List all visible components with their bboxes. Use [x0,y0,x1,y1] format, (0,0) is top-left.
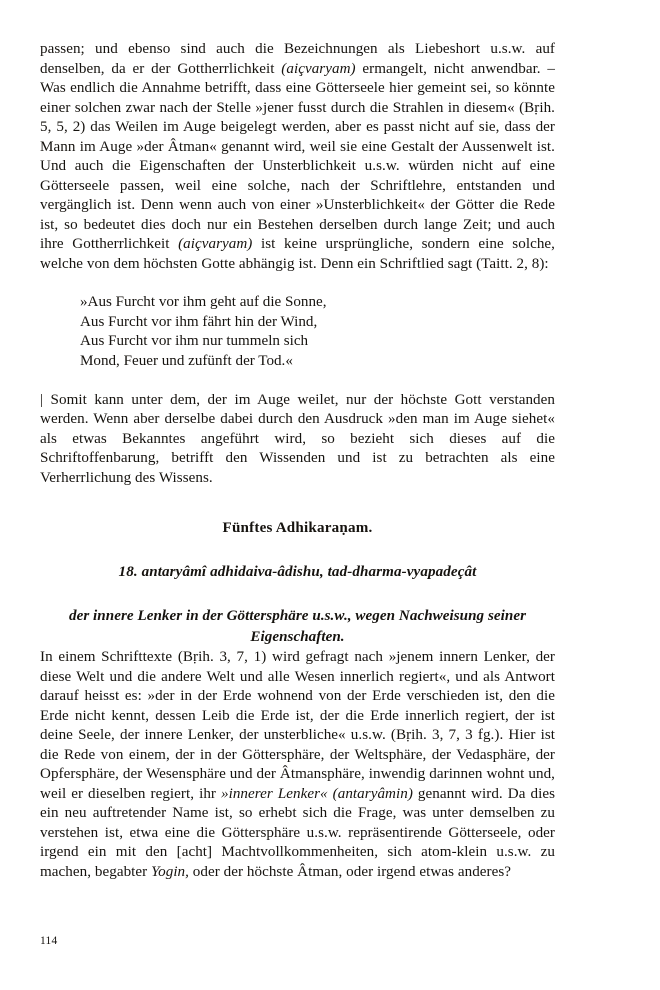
paragraph-continuation [40,40,555,274]
paragraph-1-part-2: ermangelt, nicht anwendbar. – Was endlich die Annahme betrifft, dass eine Götterseele hier gemeint sei, so könnte einer solchen zwar nach der Stelle »jener fusst durch die Strahlen in diesem« (Bṛih. 5, 5, 2) das Weilen im Auge beigelegt werden, aber es passt nicht auf sie, dass der Mann im Auge »der Âtman« genannt wird, weil sie eine Gestalt der Aussenwelt ist. Und auch die Eigenschaften der Unsterblichkeit u.s.w. würden nicht auf eine Götterseele passen, weil eine solche, nach der Schriftlehre, entstanden und vergänglich ist. Denn wenn auch von einer »Unsterblichkeit« der Götter die Rede ist, so bedeutet dies doch nur ein Bestehen derselben durch lange Zeit; und auch ihre Gottherrlichkeit [40,60,555,252]
verse-line-1: »Aus Furcht vor ihm geht auf die Sonne, [80,294,327,310]
page-number: 114 [40,935,58,947]
sutra-translation-line-2: Eigenschaften. [250,629,345,645]
sanskrit-term-aicvaryam-1: (aiçvaryam) [281,60,356,77]
paragraph-1-part-1: passen; und ebenso sind auch die Bezeichnungen als Liebeshort u.s.w. auf denselben, da er der Gottherrlichkeit [40,41,555,77]
paragraph-commentary [40,648,555,882]
paragraph-1-part-3: ist keine ursprüngliche, sondern eine solche, welche von dem höchsten Gotte abhängig ist. Denn ein Schriftlied sagt (Taitt. 2, 8): [40,236,555,272]
paragraph-3-part-1: In einem Schrifttexte (Bṛih. 3, 7, 1) wird gefragt nach »jenem innern Lenker, der diese Welt und die andere Welt und alle Wesen innerlich regiert«, und als Antwort darauf heisst es: »der in der Erde wohnend von der Erde verschieden ist, den die Erde nicht kennt, dessen Leib die Erde ist, der die Erde innerlich regiert, der ist deine Seele, der innere Lenker, der unsterbliche« u.s.w. (Bṛih. 3, 7, 3 fg.). Hier ist die Rede von einem, der in der Göttersphäre, der Weltsphäre, der Vedasphäre, der Opfersphäre, der Wesensphäre und der Âtmansphäre, inwendig darinnen wohnt und, weil er dieselben regiert, ihr [40,649,555,802]
verse-line-3: Aus Furcht vor ihm nur tummeln sich [80,333,309,349]
paragraph-3-part-2: genannt wird. Da dies ein neu auftretender Name ist, so erhebt sich die Frage, was unter demselben zu verstehen ist, etwa eine die Göttersphäre u.s.w. repräsentirende Götterseele, oder irgend ein mit den [acht] Machtvollkommenheiten, sich atom-klein u.s.w. zu machen, begabter [40,785,555,880]
sanskrit-term-aicvaryam-2: (aiçvaryam) [178,236,253,252]
sanskrit-term-yogin: Yogin, [151,863,189,880]
section-heading-block [40,518,555,648]
verse-line-2: Aus Furcht vor ihm fährt hin der Wind, [80,313,318,330]
sutra-translation-line-1: der innere Lenker in der Göttersphäre u.s.w., wegen Nachweisung seiner [68,608,527,624]
adhikaranam-heading: Fünftes Adhikaraṇam. [222,520,373,536]
paragraph-conclusion: | Somit kann unter dem, der im Auge weilet, nur der höchste Gott verstanden werden. Wenn aber derselbe dabei durch den Ausdruck »den man im Auge siehet« als etwas Bekanntes angeführt wird, so bezieht sich dieses auf die Schriftoffenbarung, betrifft den Wissenden und ist zu betrachten als eine Verherrlichung des Wissens. [40,391,555,486]
verse-quotation [40,293,555,371]
sanskrit-term-antaryamin: »innerer Lenker« (antaryâmin) [221,785,413,802]
sutra-heading: 18. antaryâmî adhidaiva-âdishu, tad-dharma-vyapadeçât [118,564,477,580]
verse-line-4: Mond, Feuer und zufünft der Tod.« [80,352,293,369]
text-column [40,40,555,882]
sutra-translation-heading [40,606,555,648]
paragraph-3-part-3: oder der höchste Âtman, oder irgend etwas anderes? [188,863,512,880]
